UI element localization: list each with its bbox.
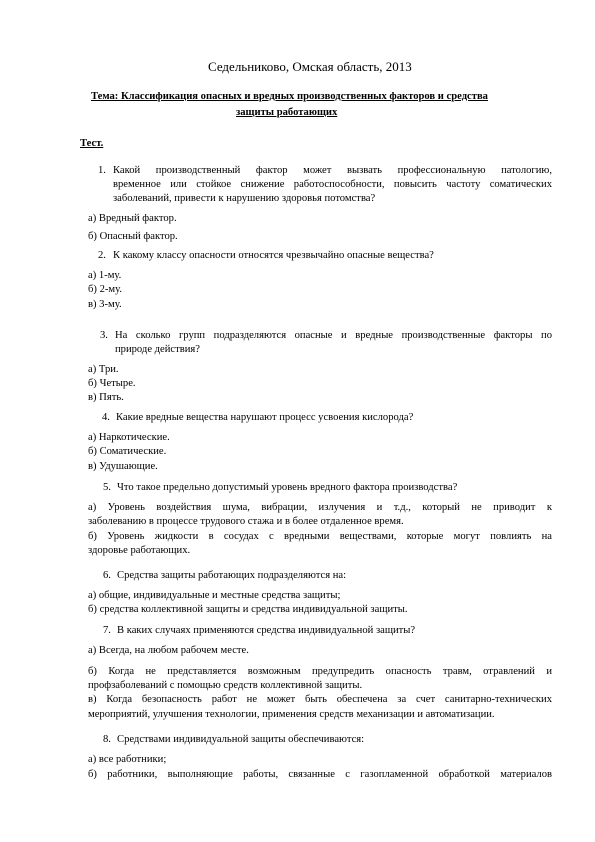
answer-option: а) 1-му. xyxy=(88,270,122,281)
answer-option: в) Когда безопасность работ не может быть обеспечена за счет санитарно-технических xyxy=(88,694,552,705)
answer-option: б) средства коллективной защиты и средства индивидуальной защиты. xyxy=(88,604,408,615)
answer-option: а) Три. xyxy=(88,364,119,375)
question-text-line: Какой производственный фактор может вызвать профессиональную патологию, xyxy=(113,165,552,176)
answer-option: б) Когда не представляется возможным предупредить опасность травм, отравлений и xyxy=(88,666,552,677)
answer-option-continued: здоровье работающих. xyxy=(88,545,191,556)
answer-option: а) Всегда, на любом рабочем месте. xyxy=(88,645,249,656)
question-text-line: Средства защиты работающих подразделяются на: xyxy=(117,570,347,581)
question-text-line: На сколько групп подразделяются опасные и вредные производственные факторы по xyxy=(115,330,552,341)
question-text-line: природе действия? xyxy=(115,344,201,355)
question-number: 4. xyxy=(102,412,110,423)
question-text-line: К какому классу опасности относятся чрезвычайно опасные вещества? xyxy=(113,250,434,261)
answer-option-continued: заболеванию в процессе трудового стажа и в более отдаленное время. xyxy=(88,516,404,527)
topic-title-line-1: Тема: Классификация опасных и вредных производственных факторов и средства xyxy=(91,91,488,102)
question-text-line: Какие вредные вещества нарушают процесс усвоения кислорода? xyxy=(116,412,414,423)
topic-title-line-2: защиты работающих xyxy=(236,107,338,118)
answer-option-continued: профзаболеваний с помощью средств коллективной защиты. xyxy=(88,680,363,691)
question-text-line: Средствами индивидуальной защиты обеспечиваются: xyxy=(117,734,365,745)
answer-option-continued: мероприятий, улучшения технологии, применения средств механизации и автоматизации. xyxy=(88,709,495,720)
question-text-line: Что такое предельно допустимый уровень вредного фактора производства? xyxy=(117,482,458,493)
answer-option: б) Четыре. xyxy=(88,378,136,389)
answer-option: в) Удушающие. xyxy=(88,461,158,472)
question-text-line: временное или стойкое снижение работоспособности, повысить частоту соматических xyxy=(113,179,552,190)
test-heading: Тест. xyxy=(80,138,104,149)
answer-option: б) Соматические. xyxy=(88,446,167,457)
question-number: 2. xyxy=(98,250,106,261)
question-number: 1. xyxy=(98,165,106,176)
answer-option: б) 2-му. xyxy=(88,284,122,295)
answer-option: а) общие, индивидуальные и местные средства защиты; xyxy=(88,590,341,601)
question-number: 7. xyxy=(103,625,111,636)
answer-option: а) Уровень воздействия шума, вибрации, излучения и т.д., который не приводит к xyxy=(88,502,552,513)
answer-option: а) Наркотические. xyxy=(88,432,170,443)
answer-option: б) работники, выполняющие работы, связанные с газопламенной обработкой материалов xyxy=(88,769,552,780)
question-text-line: заболеваний, привести к нарушению здоровья потомства? xyxy=(113,193,376,204)
city-year-line: Седельниково, Омская область, 2013 xyxy=(208,59,412,74)
question-number: 3. xyxy=(100,330,108,341)
answer-option: а) все работники; xyxy=(88,754,167,765)
question-number: 5. xyxy=(103,482,111,493)
answer-option: в) 3-му. xyxy=(88,299,122,310)
answer-option: б) Опасный фактор. xyxy=(88,231,178,242)
answer-option: а) Вредный фактор. xyxy=(88,213,177,224)
question-text-line: В каких случаях применяются средства индивидуальной защиты? xyxy=(117,625,416,636)
question-number: 6. xyxy=(103,570,111,581)
answer-option: б) Уровень жидкости в сосудах с вредными веществами, которые могут повлиять на xyxy=(88,531,552,542)
answer-option: в) Пять. xyxy=(88,392,124,403)
question-number: 8. xyxy=(103,734,111,745)
